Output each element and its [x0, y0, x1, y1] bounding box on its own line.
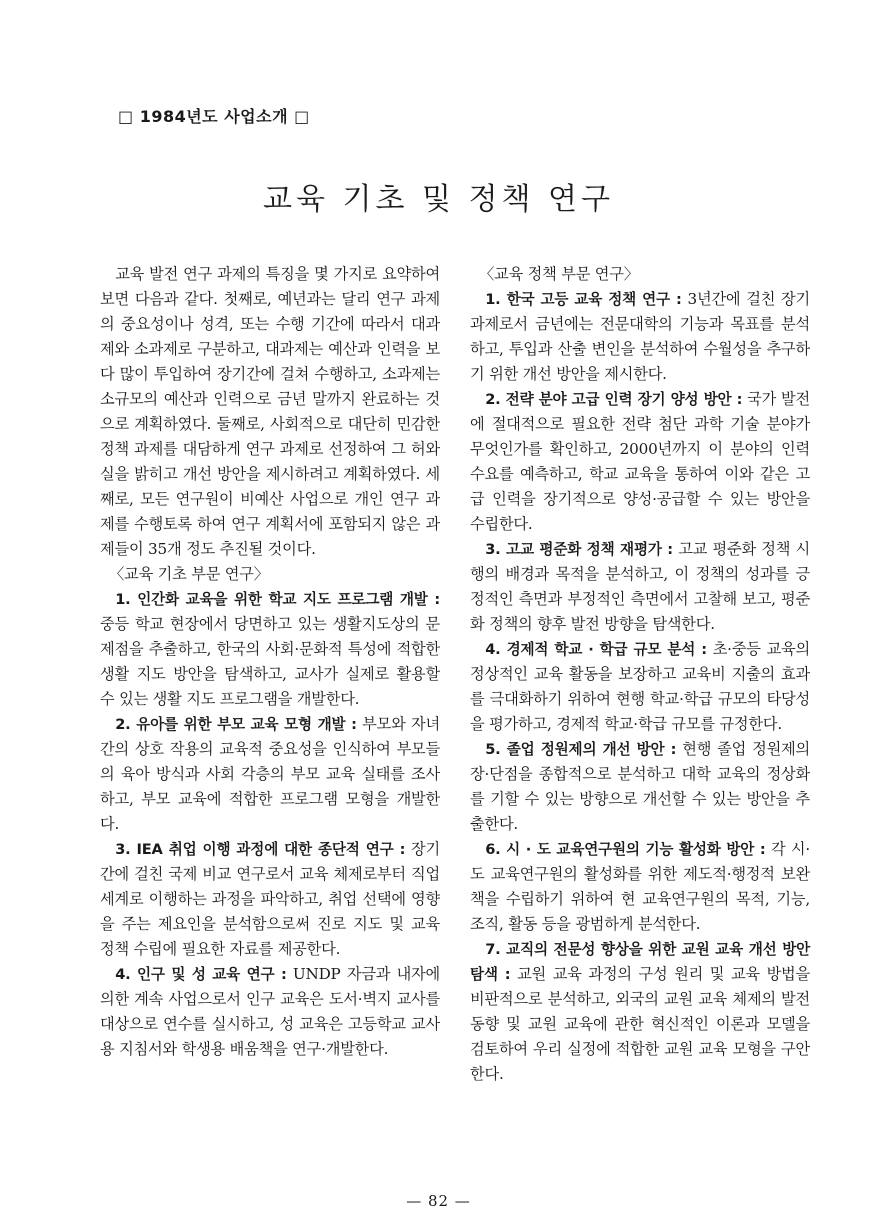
- policy-item-body: 3년간에 걸친 장기 과제로서 금년에는 전문대학의 기능과 목표를 분석하고, 투입과 산출 변인을 분석하여 수월성을 추구하기 위한 개선 방안을 제시한다.: [470, 290, 810, 383]
- policy-item: [470, 537, 810, 637]
- section-header: □ 1984년도 사업소개 □: [118, 107, 310, 126]
- basic-item-title: 3. IEA 취업 이행 과정에 대한 종단적 연구 :: [115, 841, 406, 858]
- basic-item: [100, 712, 440, 837]
- basic-item-title: 2. 유아를 위한 부모 교육 모형 개발 :: [115, 716, 357, 733]
- policy-item: [470, 387, 810, 537]
- right-column: [470, 262, 810, 1087]
- basic-item-body: 부모와 자녀 간의 상호 작용의 교육적 중요성을 인식하여 부모들의 육아 방식과 사회 각층의 부모 교육 실태를 조사하고, 부모 교육에 적합한 프로그램 모형을 개발한다.: [100, 715, 440, 833]
- policy-item-title: 5. 졸업 정원제의 개선 방안 :: [485, 741, 677, 758]
- basic-item-body: 중등 학교 현장에서 당면하고 있는 생활지도상의 문제점을 추출하고, 한국의 사회·문화적 특성에 적합한 생활 지도 방안을 탐색하고, 교사가 실제로 활용할 수 있는 생활 지도 프로그램을 개발한다.: [100, 615, 440, 708]
- basic-item-title: 4. 인구 및 성 교육 연구 :: [115, 966, 287, 983]
- page-title: 교육 기초 및 정책 연구: [263, 182, 614, 217]
- policy-item-title: 1. 한국 고등 교육 정책 연구 :: [485, 291, 682, 308]
- basic-item-title: 1. 인간화 교육을 위한 학교 지도 프로그램 개발 :: [115, 591, 440, 608]
- policy-item: [470, 637, 810, 737]
- basic-item-body: 장기간에 걸친 국제 비교 연구로서 교육 체제로부터 직업 세계로 이행하는 과정을 파악하고, 취업 선택에 영향을 주는 제요인을 분석함으로써 진로 지도 및 교육 정책 수립에 필요한 자료를 제공한다.: [100, 840, 440, 958]
- section-heading-policy: 〈교육 정책 부문 연구〉: [479, 265, 639, 283]
- policy-item-body: 현행 졸업 정원제의 장·단점을 종합적으로 분석하고 대학 교육의 정상화를 기할 수 있는 방향으로 개선할 수 있는 방안을 추출한다.: [470, 740, 810, 833]
- policy-item-title: 2. 전략 분야 고급 인력 장기 양성 방안 :: [485, 391, 743, 408]
- basic-item: [100, 837, 440, 962]
- left-column: [100, 262, 440, 1062]
- policy-item-body: 고교 평준화 정책 시행의 배경과 목적을 분석하고, 이 정책의 성과를 긍정적인 측면과 부정적인 측면에서 고찰해 보고, 평준화 정책의 향후 발전 방향을 탐색한다.: [470, 540, 810, 633]
- basic-item: [100, 587, 440, 712]
- policy-item: [470, 737, 810, 837]
- policy-item-body: 교원 교육 과정의 구성 원리 및 교육 방법을 비판적으로 분석하고, 외국의 교원 교육 체제의 발전 동향 및 교원 교육에 관한 혁신적인 이론과 모델을 검토하여 우리 실정에 적합한 교원 교육 모형을 구안한다.: [470, 965, 811, 1083]
- policy-item-title: 6. 시 · 도 교육연구원의 기능 활성화 방안 :: [485, 841, 766, 858]
- policy-item-body: 초·중등 교육의 정상적인 교육 활동을 보장하고 교육비 지출의 효과를 극대화하기 위하여 현행 학교·학급 규모의 타당성을 평가하고, 경제적 학교·학급 규모를 규정한다.: [470, 640, 810, 733]
- page-number: — 82 —: [406, 1192, 471, 1210]
- section-heading-basic: 〈교육 기초 부문 연구〉: [109, 565, 269, 583]
- policy-item-body: 각 시·도 교육연구원의 활성화를 위한 제도적·행정적 보완책을 수립하기 위하여 현 교육연구원의 목적, 기능, 조직, 활동 등을 광범하게 분석한다.: [470, 840, 810, 933]
- policy-item: [470, 287, 810, 387]
- policy-item-title: 7. 교직의 전문성 향상을 위한 교원 교육 개선 방안 탐색 :: [470, 941, 810, 983]
- basic-item: [100, 962, 440, 1062]
- policy-item-title: 4. 경제적 학교 · 학급 규모 분석 :: [485, 641, 707, 658]
- intro-paragraph: 교육 발전 연구 과제의 특징을 몇 가지로 요약하여 보면 다음과 같다. 첫째로, 예년과는 달리 연구 과제의 중요성이나 성격, 또는 수행 기간에 따라서 대과제와 소과제로 구분하고, 대과제는 예산과 인력을 보다 많이 투입하여 장기간에 걸쳐 수행하고, 소과제는 소규모의 예산과 인력으로 금년 말까지 완료하는 것으로 계획하였다. 둘째로, 사회적으로 대단히 민감한 정책 과제를 대담하게 연구 과제로 선정하여 그 허와 실을 밝히고 개선 방안을 제시하려고 계획하였다. 세째로, 모든 연구원이 비예산 사업으로 개인 연구 과제를 수행토록 하여 연구 계획서에 포함되지 않은 과제들이 35개 정도 추진될 것이다.: [100, 265, 440, 558]
- basic-item-body: UNDP 자금과 내자에 의한 계속 사업으로서 인구 교육은 도서·벽지 교사를 대상으로 연수를 실시하고, 성 교육은 고등학교 교사용 지침서와 학생용 배움책을 연구·개발한다.: [100, 965, 440, 1058]
- policy-item: [470, 837, 810, 937]
- policy-item: [470, 937, 810, 1087]
- policy-item-body: 국가 발전에 절대적으로 필요한 전략 첨단 과학 기술 분야가 무엇인가를 확인하고, 2000년까지 이 분야의 인력 수요를 예측하고, 학교 교육을 통하여 이와 같은 고급 인력을 장기적으로 양성·공급할 수 있는 방안을 수립한다.: [470, 390, 810, 533]
- policy-item-title: 3. 고교 평준화 정책 재평가 :: [485, 541, 673, 558]
